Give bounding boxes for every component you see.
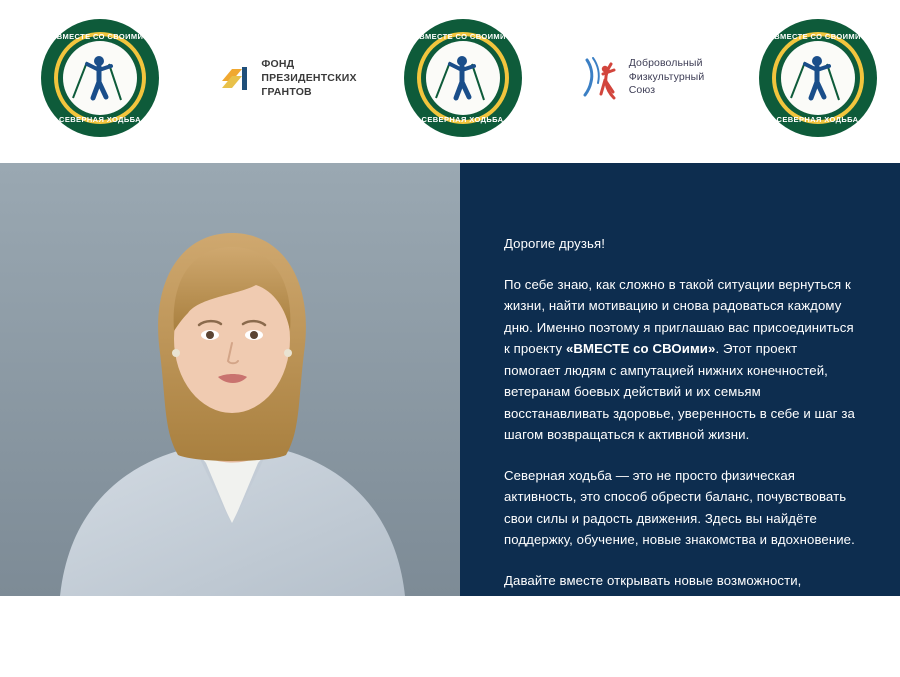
dfs-line-3: Союз	[628, 84, 656, 97]
portrait-illustration	[0, 163, 460, 596]
nordic-walking-figure-icon	[432, 52, 494, 104]
logo-slot-left	[0, 19, 200, 137]
logo-bottom-text: СЕВЕРНАЯ ХОДЬБА	[59, 114, 141, 124]
author-name-bold: Ирина Слуцкая	[504, 637, 823, 674]
nordic-walking-figure-icon	[69, 52, 131, 104]
fond-prezidentskih-grantov-logo	[218, 57, 356, 99]
header-logo-strip	[0, 0, 900, 155]
nordic-walking-figure-icon	[787, 52, 849, 104]
content-area	[0, 163, 900, 674]
vmeste-so-svoimi-round-logo-center	[404, 19, 522, 137]
letter-panel	[460, 163, 900, 674]
dobrovolny-fizkulturny-soyuz-logo	[581, 56, 705, 100]
vmeste-so-svoimi-round-logo	[41, 19, 159, 137]
dfs-line-1: Добровольный	[628, 57, 703, 70]
logo-bottom-text: СЕВЕРНАЯ ХОДЬБА	[421, 114, 504, 124]
logo-slot-center	[375, 19, 550, 137]
logo-bottom-text: СЕВЕРНАЯ ХОДЬБА	[776, 114, 859, 124]
letter-paragraph-1	[504, 274, 856, 446]
logo-slot-right	[735, 19, 900, 137]
logo-top-text: ВМЕСТЕ СО СВОИМИ	[56, 31, 144, 41]
letter-greeting: Дорогие друзья!	[504, 236, 605, 251]
letter-paragraph-3-line2: преодолевать трудности и делать каждый шаг уверенно.	[504, 594, 793, 631]
fond-logo-text	[261, 57, 356, 99]
logo-top-text: ВМЕСТЕ СО СВОИМИ	[419, 31, 506, 41]
logo-top-text: ВМЕСТЕ СО СВОИМИ	[774, 31, 861, 41]
fond-line-1: ФОНД	[261, 57, 295, 70]
letter-paragraph-2: Северная ходьба — это не просто физическая активность, это способ обрести баланс, почувствовать свои силы и радость движения. Здесь вы найдёте поддержку, обучение, новые знакомства и вдохновение.	[504, 467, 855, 547]
letter-p1-part2: . Этот проект помогает людям с ампутацией нижних конечностей, ветеранам боевых действий и их семьям восстанавливать здоровье, уверенность в себе и шаг за шагом возвращаться к активной жизни.	[504, 341, 855, 442]
fond-line-2: ПРЕЗИДЕНТСКИХ	[261, 71, 357, 84]
letter-signature-line	[504, 634, 856, 677]
letter-p1-part1: По себе знаю, как сложно в такой ситуации вернуться к жизни, найти мотивацию и снова радоваться каждому дню. Именно поэтому я приглашаю вас присоединиться к проекту	[504, 276, 854, 356]
portrait-photo	[0, 163, 460, 596]
vmeste-so-svoimi-round-logo-right	[759, 19, 877, 137]
letter-p4-part1: Вместе мы сильнее!» — инициатор проекта	[504, 637, 781, 652]
logo-slot-dfs	[550, 56, 735, 100]
project-name-bold: «ВМЕСТЕ со СВОими»	[565, 341, 716, 356]
fond-line-3: ГРАНТОВ	[261, 85, 312, 98]
dfs-athlete-mark-icon	[581, 56, 621, 100]
logo-slot-fond	[200, 57, 375, 99]
letter-paragraph-3-line1: Давайте вместе открывать новые возможности,	[504, 572, 802, 588]
dfs-logo-text	[629, 57, 705, 98]
dfs-line-2: Физкультурный	[628, 70, 705, 83]
fond-grants-mark-icon	[218, 61, 252, 95]
